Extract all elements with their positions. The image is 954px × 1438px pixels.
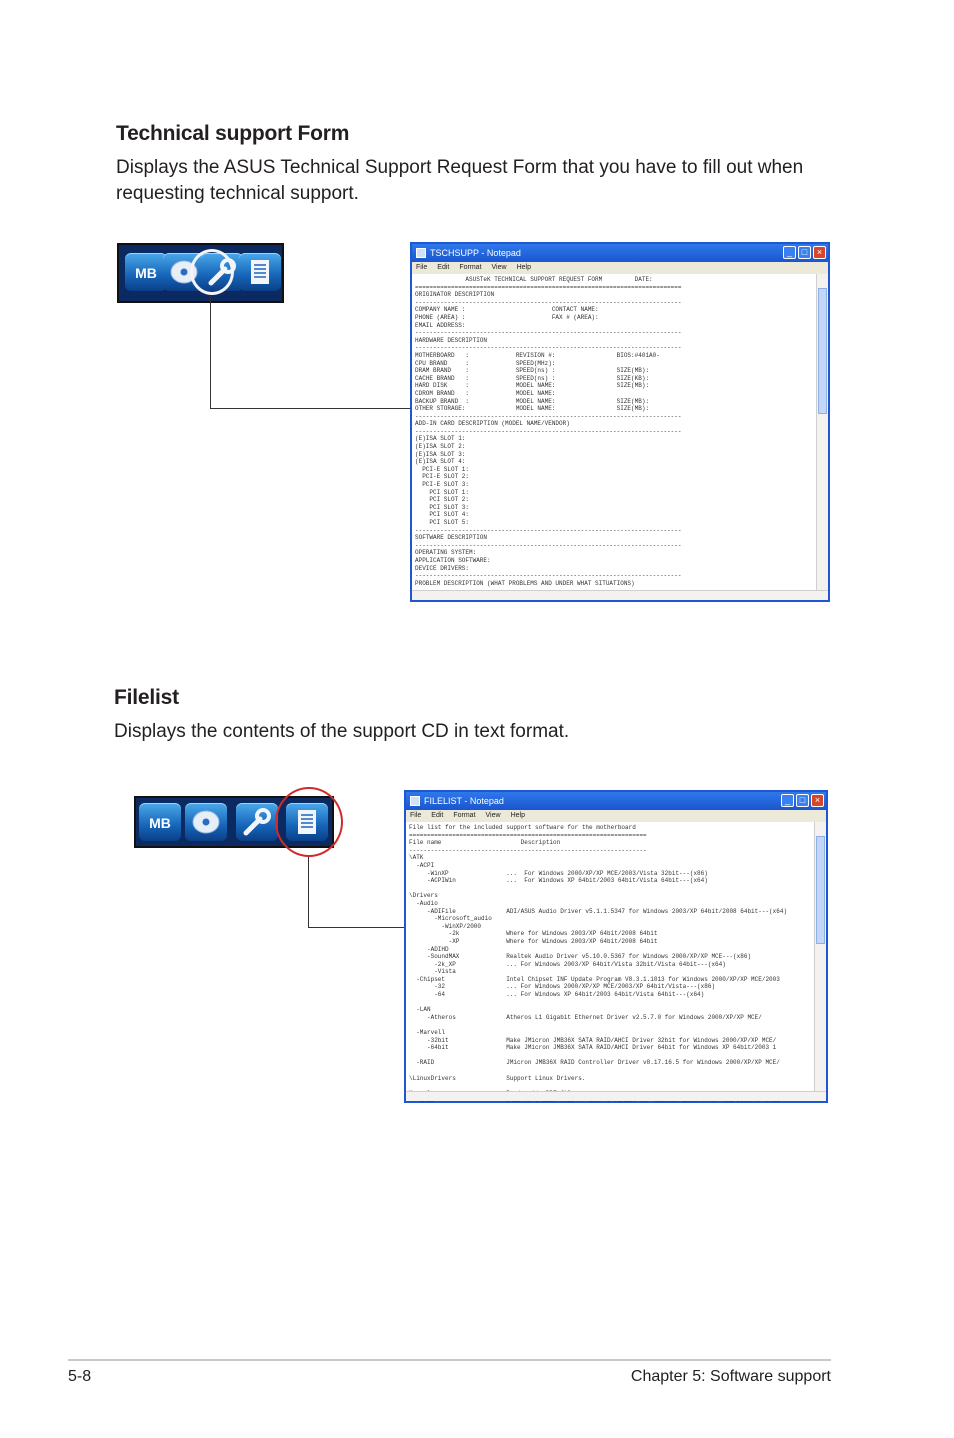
- description-line: requesting technical support.: [116, 183, 359, 204]
- menu-view[interactable]: View: [485, 812, 501, 819]
- minimize-button[interactable]: _: [781, 794, 794, 807]
- menu-format[interactable]: Format: [459, 264, 482, 271]
- notepad-window-filelist: [404, 790, 828, 1103]
- text-area[interactable]: [406, 822, 814, 1091]
- menu-format[interactable]: Format: [453, 812, 476, 819]
- close-button[interactable]: ×: [811, 794, 824, 807]
- vertical-scrollbar[interactable]: [814, 822, 826, 1091]
- callout-line: [210, 295, 412, 409]
- menu-edit[interactable]: Edit: [431, 812, 444, 819]
- window-title: FILELIST - Notepad: [424, 796, 504, 806]
- cd-icon[interactable]: [185, 803, 227, 841]
- window-titlebar: [412, 244, 828, 262]
- menu-help[interactable]: Help: [516, 264, 531, 271]
- menu-help[interactable]: Help: [510, 812, 525, 819]
- description-line: Displays the ASUS Technical Support Request Form that you have to fill out when: [116, 157, 804, 178]
- document-text: ASUSTeK TECHNICAL SUPPORT REQUEST FORM DATE: ========================================================================== ORIGINATOR DESCRIPTION -------------------------------------------------------------------------- COMPANY NAME : CONTACT NAME: PHONE (AREA) : FAX # (AREA): EMAIL ADDRESS: -------------------------------------------------------------------------- HARDWARE DESCRIPTION -------------------------------------------------------------------------- MOTHERBOARD : REVISION #: BIOS:#401A0- CPU BRAND : SPEED(MHz): DRAM BRAND : SPEED(ns) : SIZE(MB): CACHE BRAND : SPEED(ns) : SIZE(KB): HARD DISK : MODEL NAME: SIZE(MB): CDROM BRAND : MODEL NAME: BACKUP BRAND : MODEL NAME: SIZE(MB): OTHER STORAGE: MODEL NAME: SIZE(MB): -------------------------------------------------------------------------- ADD-IN CARD DESCRIPTION (MODEL NAME/VENDOR) -------------------------------------------------------------------------- (E)ISA SLOT 1: (E)ISA SLOT 2: (E)ISA SLOT 3: (E)ISA SLOT 4: PCI-E SLOT 1: PCI-E SLOT 2: PCI-E SLOT 3: PCI SLOT 1: PCI SLOT 2: PCI SLOT 3: PCI SLOT 4: PCI SLOT 5: -------------------------------------------------------------------------- SOFTWARE DESCRIPTION -------------------------------------------------------------------------- OPERATING SYSTEM: APPLICATION SOFTWARE: DEVICE DRIVERS: -------------------------------------------------------------------------- PROBLEM DESCRIPTION (WHAT PROBLEMS AND UNDER WHAT SITUATIONS): [415, 276, 682, 587]
- window-menubar: [406, 810, 826, 822]
- menu-view[interactable]: View: [491, 264, 507, 271]
- mb-icon[interactable]: [139, 803, 181, 841]
- section-title-technical-support: Technical support Form: [116, 122, 350, 145]
- document-text: File list for the included support software for the motherboard ================================================================== File name Description ------------------------------------------------------------------ \ATK -ACPI -WinXP ... For Windows 2000/XP/XP MCE/2003/Vista 32bit---(x86) -ACPIWin ... For Windows XP 64bit/2003 64bit/Vista 64bit---(x64) \Drivers -Audio -ADIFile ADI/ASUS Audio Driver v5.1.1.5347 for Windows 2003/XP 64bit/2008 64bit---(x64) -Microsoft_audio -WinXP/2000 -2k Where for Windows 2003/XP 64bit/2008 64bit -XP Where for Windows 2003/XP 64bit/2008 64bit -ADIHD -SoundMAX Realtek Audio Driver v5.10.0.5367 for Windows 2000/XP/XP MCE---(x86) -2k_XP ... For Windows 2003/XP 64bit/Vista 32bit/Vista 64bit---(x64) -Vista -Chipset Intel Chipset INF Update Program V8.3.1.1013 for Windows 2000/XP/XP MCE/2003 -32 ... For Windows 2000/XP/XP MCE/2003/XP 64bit/Vista---(x86) -64 ... For Windows XP 64bit/2003 64bit/Vista 64bit---(x64) -LAN -Atheros Atheros L1 Gigabit Ethernet Driver v2.5.7.0 for Windows 2000/XP/XP MCE/ -Marvell -32bit Make JMicron JMB36X SATA RAID/AHCI Driver 32bit for Windows 2000/XP/XP MCE/ -64bit Make JMicron JMB36X SATA RAID/AHCI Driver 64bit for Windows XP 64bit/2003 1 -RAID JMicron JMB36X RAID Controller Driver v8.17.16.5 for Windows 2000/XP/XP MCE/ \LinuxDrivers Support Linux Drivers.: [409, 824, 788, 1082]
- horizontal-scrollbar[interactable]: [406, 1091, 826, 1101]
- section-description-filelist: Displays the contents of the support CD in text format.: [114, 721, 570, 742]
- minimize-button[interactable]: _: [783, 246, 796, 259]
- chapter-title: Chapter 5: Software support: [630, 1368, 831, 1385]
- notepad-icon: [416, 248, 426, 258]
- highlight-circle: [275, 787, 343, 857]
- notepad-window-technical-support: [410, 242, 830, 602]
- window-title: TSCHSUPP - Notepad: [430, 248, 521, 258]
- mb-icon-label: MB: [135, 265, 157, 281]
- section-description-technical-support: [116, 155, 803, 207]
- maximize-button[interactable]: □: [798, 246, 811, 259]
- menu-file[interactable]: File: [410, 812, 422, 819]
- menu-edit[interactable]: Edit: [437, 264, 450, 271]
- highlight-circle: [190, 249, 234, 295]
- notepad-icon: [410, 796, 420, 806]
- close-button[interactable]: ×: [813, 246, 826, 259]
- section-title-filelist: Filelist: [114, 686, 179, 709]
- menu-file[interactable]: File: [416, 264, 428, 271]
- footer-rule: [68, 1359, 831, 1361]
- window-titlebar: [406, 792, 826, 810]
- window-menubar: [412, 262, 828, 274]
- scroll-thumb[interactable]: [818, 288, 827, 414]
- vertical-scrollbar[interactable]: [816, 274, 828, 590]
- callout-line: [308, 857, 408, 928]
- scroll-thumb[interactable]: [816, 836, 825, 944]
- mb-icon[interactable]: [125, 253, 167, 291]
- mb-icon-label: MB: [149, 815, 171, 831]
- document-icon[interactable]: [239, 253, 281, 291]
- page-number: 5-8: [68, 1368, 92, 1385]
- text-area[interactable]: [412, 274, 816, 590]
- horizontal-scrollbar[interactable]: [412, 590, 828, 600]
- maximize-button[interactable]: □: [796, 794, 809, 807]
- wrench-icon[interactable]: [236, 803, 278, 841]
